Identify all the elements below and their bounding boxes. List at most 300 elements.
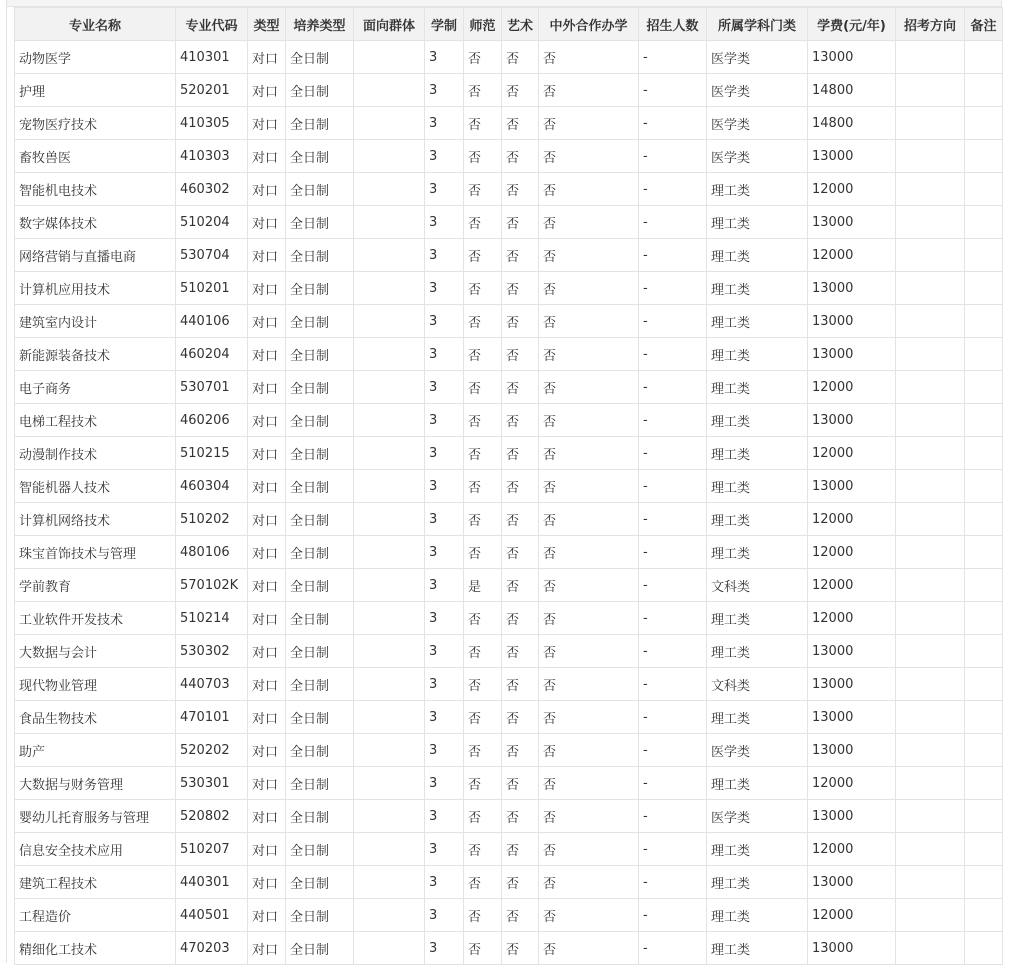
table-row	[15, 74, 1003, 107]
table-row	[15, 833, 1003, 866]
cell-tuition: 14800	[808, 74, 896, 107]
cell-major-code: 410301	[176, 41, 248, 74]
column-header-art: 艺术	[502, 8, 539, 41]
cell-major-code: 520201	[176, 74, 248, 107]
cell-type: 对口	[248, 305, 286, 338]
cell-joint-program: 否	[539, 173, 639, 206]
cell-discipline: 理工类	[707, 932, 808, 965]
cell-major-name: 计算机网络技术	[15, 503, 176, 536]
cell-discipline: 理工类	[707, 899, 808, 932]
cell-target-group	[354, 734, 425, 767]
cell-major-name: 畜牧兽医	[15, 140, 176, 173]
cell-type: 对口	[248, 107, 286, 140]
cell-enrollment: -	[639, 602, 707, 635]
cell-major-code: 510202	[176, 503, 248, 536]
cell-major-code: 530302	[176, 635, 248, 668]
cell-duration: 3	[425, 701, 464, 734]
cell-duration: 3	[425, 668, 464, 701]
table-row	[15, 932, 1003, 965]
cell-tuition: 13000	[808, 800, 896, 833]
cell-tuition: 13000	[808, 206, 896, 239]
cell-art: 否	[502, 701, 539, 734]
cell-remarks	[965, 305, 1003, 338]
cell-target-group	[354, 41, 425, 74]
cell-target-group	[354, 701, 425, 734]
cell-enrollment: -	[639, 800, 707, 833]
cell-joint-program: 否	[539, 338, 639, 371]
cell-discipline: 理工类	[707, 602, 808, 635]
cell-remarks	[965, 899, 1003, 932]
cell-joint-program: 否	[539, 833, 639, 866]
cell-tuition: 13000	[808, 41, 896, 74]
cell-type: 对口	[248, 41, 286, 74]
cell-tuition: 13000	[808, 932, 896, 965]
table-row	[15, 371, 1003, 404]
cell-target-group	[354, 74, 425, 107]
cell-type: 对口	[248, 173, 286, 206]
cell-normal-ed: 否	[464, 74, 502, 107]
cell-normal-ed: 否	[464, 206, 502, 239]
cell-exam-direction	[896, 503, 965, 536]
cell-joint-program: 否	[539, 767, 639, 800]
cell-major-code: 460204	[176, 338, 248, 371]
column-header-joint-program: 中外合作办学	[539, 8, 639, 41]
cell-joint-program: 否	[539, 470, 639, 503]
cell-exam-direction	[896, 833, 965, 866]
cell-joint-program: 否	[539, 800, 639, 833]
cell-target-group	[354, 107, 425, 140]
cell-joint-program: 否	[539, 569, 639, 602]
cell-type: 对口	[248, 272, 286, 305]
cell-enrollment: -	[639, 173, 707, 206]
cell-major-code: 530301	[176, 767, 248, 800]
cell-exam-direction	[896, 866, 965, 899]
cell-enrollment: -	[639, 932, 707, 965]
cell-duration: 3	[425, 635, 464, 668]
cell-art: 否	[502, 140, 539, 173]
cell-art: 否	[502, 206, 539, 239]
cell-major-name: 智能机电技术	[15, 173, 176, 206]
cell-exam-direction	[896, 272, 965, 305]
cell-target-group	[354, 536, 425, 569]
cell-exam-direction	[896, 899, 965, 932]
cell-remarks	[965, 602, 1003, 635]
cell-duration: 3	[425, 569, 464, 602]
cell-target-group	[354, 437, 425, 470]
cell-training-type: 全日制	[286, 866, 354, 899]
cell-target-group	[354, 338, 425, 371]
cell-target-group	[354, 140, 425, 173]
cell-major-code: 440501	[176, 899, 248, 932]
cell-training-type: 全日制	[286, 668, 354, 701]
cell-target-group	[354, 371, 425, 404]
cell-discipline: 理工类	[707, 272, 808, 305]
cell-major-name: 工业软件开发技术	[15, 602, 176, 635]
cell-major-name: 精细化工技术	[15, 932, 176, 965]
cell-enrollment: -	[639, 305, 707, 338]
table-header	[15, 8, 1003, 41]
cell-duration: 3	[425, 899, 464, 932]
cell-training-type: 全日制	[286, 932, 354, 965]
cell-discipline: 理工类	[707, 173, 808, 206]
cell-duration: 3	[425, 470, 464, 503]
cell-discipline: 理工类	[707, 635, 808, 668]
cell-duration: 3	[425, 239, 464, 272]
cell-exam-direction	[896, 701, 965, 734]
cell-normal-ed: 否	[464, 899, 502, 932]
cell-joint-program: 否	[539, 932, 639, 965]
cell-major-name: 婴幼儿托育服务与管理	[15, 800, 176, 833]
cell-exam-direction	[896, 800, 965, 833]
cell-type: 对口	[248, 602, 286, 635]
cell-normal-ed: 否	[464, 833, 502, 866]
cell-duration: 3	[425, 206, 464, 239]
cell-target-group	[354, 239, 425, 272]
cell-joint-program: 否	[539, 536, 639, 569]
cell-remarks	[965, 503, 1003, 536]
cell-discipline: 理工类	[707, 437, 808, 470]
cell-training-type: 全日制	[286, 206, 354, 239]
cell-major-code: 520202	[176, 734, 248, 767]
table-row	[15, 272, 1003, 305]
cell-joint-program: 否	[539, 734, 639, 767]
column-header-duration: 学制	[425, 8, 464, 41]
cell-normal-ed: 否	[464, 437, 502, 470]
cell-duration: 3	[425, 272, 464, 305]
cell-training-type: 全日制	[286, 437, 354, 470]
cell-target-group	[354, 404, 425, 437]
table-row	[15, 404, 1003, 437]
cell-enrollment: -	[639, 107, 707, 140]
cell-remarks	[965, 569, 1003, 602]
cell-normal-ed: 否	[464, 602, 502, 635]
cell-major-code: 530701	[176, 371, 248, 404]
cell-art: 否	[502, 668, 539, 701]
cell-discipline: 理工类	[707, 404, 808, 437]
cell-art: 否	[502, 602, 539, 635]
cell-normal-ed: 否	[464, 932, 502, 965]
cell-exam-direction	[896, 536, 965, 569]
cell-enrollment: -	[639, 503, 707, 536]
cell-tuition: 13000	[808, 701, 896, 734]
cell-duration: 3	[425, 371, 464, 404]
cell-exam-direction	[896, 734, 965, 767]
cell-discipline: 理工类	[707, 371, 808, 404]
cell-major-code: 510207	[176, 833, 248, 866]
cell-normal-ed: 是	[464, 569, 502, 602]
cell-major-code: 510215	[176, 437, 248, 470]
cell-discipline: 理工类	[707, 536, 808, 569]
cell-target-group	[354, 932, 425, 965]
cell-enrollment: -	[639, 338, 707, 371]
cell-art: 否	[502, 899, 539, 932]
cell-exam-direction	[896, 635, 965, 668]
cell-joint-program: 否	[539, 437, 639, 470]
cell-training-type: 全日制	[286, 371, 354, 404]
cell-exam-direction	[896, 206, 965, 239]
cell-tuition: 13000	[808, 272, 896, 305]
cell-type: 对口	[248, 470, 286, 503]
cell-target-group	[354, 569, 425, 602]
cell-major-name: 工程造价	[15, 899, 176, 932]
cell-exam-direction	[896, 140, 965, 173]
cell-target-group	[354, 866, 425, 899]
cell-remarks	[965, 866, 1003, 899]
cell-joint-program: 否	[539, 107, 639, 140]
cell-major-code: 530704	[176, 239, 248, 272]
cell-remarks	[965, 404, 1003, 437]
cell-major-code: 470203	[176, 932, 248, 965]
cell-exam-direction	[896, 338, 965, 371]
cell-exam-direction	[896, 305, 965, 338]
cell-training-type: 全日制	[286, 470, 354, 503]
cell-major-code: 440301	[176, 866, 248, 899]
cell-normal-ed: 否	[464, 173, 502, 206]
cell-training-type: 全日制	[286, 734, 354, 767]
cell-normal-ed: 否	[464, 635, 502, 668]
cell-normal-ed: 否	[464, 503, 502, 536]
cell-target-group	[354, 800, 425, 833]
cell-duration: 3	[425, 602, 464, 635]
column-header-normal-ed: 师范	[464, 8, 502, 41]
cell-discipline: 医学类	[707, 107, 808, 140]
cell-tuition: 12000	[808, 371, 896, 404]
cell-joint-program: 否	[539, 602, 639, 635]
cell-discipline: 理工类	[707, 470, 808, 503]
cell-normal-ed: 否	[464, 734, 502, 767]
cell-joint-program: 否	[539, 74, 639, 107]
cell-major-name: 计算机应用技术	[15, 272, 176, 305]
cell-enrollment: -	[639, 668, 707, 701]
cell-discipline: 理工类	[707, 701, 808, 734]
cell-tuition: 13000	[808, 470, 896, 503]
cell-major-code: 570102K	[176, 569, 248, 602]
column-header-training-type: 培养类型	[286, 8, 354, 41]
cell-major-name: 大数据与财务管理	[15, 767, 176, 800]
cell-enrollment: -	[639, 536, 707, 569]
cell-exam-direction	[896, 932, 965, 965]
cell-tuition: 13000	[808, 140, 896, 173]
cell-training-type: 全日制	[286, 305, 354, 338]
cell-art: 否	[502, 866, 539, 899]
cell-enrollment: -	[639, 701, 707, 734]
cell-normal-ed: 否	[464, 470, 502, 503]
cell-tuition: 12000	[808, 536, 896, 569]
cell-major-name: 建筑工程技术	[15, 866, 176, 899]
cell-duration: 3	[425, 404, 464, 437]
cell-type: 对口	[248, 404, 286, 437]
cell-training-type: 全日制	[286, 404, 354, 437]
table-row	[15, 569, 1003, 602]
cell-type: 对口	[248, 569, 286, 602]
cell-tuition: 12000	[808, 899, 896, 932]
cell-tuition: 13000	[808, 404, 896, 437]
cell-remarks	[965, 800, 1003, 833]
cell-enrollment: -	[639, 371, 707, 404]
cell-discipline: 理工类	[707, 866, 808, 899]
cell-joint-program: 否	[539, 503, 639, 536]
cell-normal-ed: 否	[464, 272, 502, 305]
cell-art: 否	[502, 272, 539, 305]
cell-joint-program: 否	[539, 668, 639, 701]
cell-tuition: 12000	[808, 569, 896, 602]
column-header-exam-direction: 招考方向	[896, 8, 965, 41]
cell-tuition: 12000	[808, 767, 896, 800]
cell-remarks	[965, 41, 1003, 74]
cell-tuition: 13000	[808, 305, 896, 338]
table-row	[15, 767, 1003, 800]
cell-enrollment: -	[639, 140, 707, 173]
cell-target-group	[354, 602, 425, 635]
cell-enrollment: -	[639, 41, 707, 74]
table-row	[15, 668, 1003, 701]
cell-duration: 3	[425, 74, 464, 107]
cell-duration: 3	[425, 833, 464, 866]
cell-training-type: 全日制	[286, 569, 354, 602]
header-row	[15, 8, 1003, 41]
cell-tuition: 12000	[808, 437, 896, 470]
cell-training-type: 全日制	[286, 833, 354, 866]
cell-major-name: 信息安全技术应用	[15, 833, 176, 866]
cell-duration: 3	[425, 107, 464, 140]
cell-joint-program: 否	[539, 272, 639, 305]
cell-enrollment: -	[639, 239, 707, 272]
cell-art: 否	[502, 371, 539, 404]
column-header-major-name: 专业名称	[15, 8, 176, 41]
cell-type: 对口	[248, 701, 286, 734]
cell-joint-program: 否	[539, 701, 639, 734]
cell-joint-program: 否	[539, 404, 639, 437]
cell-exam-direction	[896, 173, 965, 206]
cell-target-group	[354, 305, 425, 338]
column-header-major-code: 专业代码	[176, 8, 248, 41]
cell-major-code: 520802	[176, 800, 248, 833]
cell-enrollment: -	[639, 437, 707, 470]
cell-remarks	[965, 140, 1003, 173]
cell-training-type: 全日制	[286, 173, 354, 206]
cell-type: 对口	[248, 668, 286, 701]
table-row	[15, 173, 1003, 206]
cell-type: 对口	[248, 866, 286, 899]
cell-art: 否	[502, 503, 539, 536]
majors-table	[14, 7, 1003, 965]
table-row	[15, 734, 1003, 767]
cell-major-code: 460206	[176, 404, 248, 437]
cell-major-name: 宠物医疗技术	[15, 107, 176, 140]
cell-enrollment: -	[639, 74, 707, 107]
table-row	[15, 701, 1003, 734]
cell-major-name: 珠宝首饰技术与管理	[15, 536, 176, 569]
cell-normal-ed: 否	[464, 140, 502, 173]
cell-art: 否	[502, 74, 539, 107]
cell-enrollment: -	[639, 866, 707, 899]
cell-remarks	[965, 767, 1003, 800]
cell-remarks	[965, 932, 1003, 965]
cell-type: 对口	[248, 437, 286, 470]
cell-duration: 3	[425, 503, 464, 536]
cell-remarks	[965, 107, 1003, 140]
cell-normal-ed: 否	[464, 338, 502, 371]
cell-major-code: 440703	[176, 668, 248, 701]
cell-remarks	[965, 371, 1003, 404]
cell-major-name: 建筑室内设计	[15, 305, 176, 338]
table-row	[15, 899, 1003, 932]
cell-major-name: 智能机器人技术	[15, 470, 176, 503]
cell-exam-direction	[896, 239, 965, 272]
cell-type: 对口	[248, 74, 286, 107]
cell-remarks	[965, 206, 1003, 239]
cell-major-code: 510214	[176, 602, 248, 635]
cell-art: 否	[502, 470, 539, 503]
table-row	[15, 602, 1003, 635]
cell-discipline: 医学类	[707, 140, 808, 173]
cell-tuition: 13000	[808, 635, 896, 668]
cell-enrollment: -	[639, 734, 707, 767]
cell-discipline: 医学类	[707, 41, 808, 74]
cell-major-name: 新能源装备技术	[15, 338, 176, 371]
cell-training-type: 全日制	[286, 140, 354, 173]
cell-remarks	[965, 668, 1003, 701]
cell-type: 对口	[248, 140, 286, 173]
cell-major-name: 动漫制作技术	[15, 437, 176, 470]
cell-major-code: 410305	[176, 107, 248, 140]
cell-duration: 3	[425, 338, 464, 371]
cell-tuition: 12000	[808, 239, 896, 272]
cell-training-type: 全日制	[286, 272, 354, 305]
cell-discipline: 理工类	[707, 305, 808, 338]
cell-normal-ed: 否	[464, 536, 502, 569]
cell-target-group	[354, 833, 425, 866]
cell-remarks	[965, 701, 1003, 734]
cell-joint-program: 否	[539, 140, 639, 173]
cell-joint-program: 否	[539, 305, 639, 338]
cell-training-type: 全日制	[286, 239, 354, 272]
table-row	[15, 41, 1003, 74]
cell-discipline: 医学类	[707, 734, 808, 767]
cell-enrollment: -	[639, 206, 707, 239]
table-row	[15, 536, 1003, 569]
cell-art: 否	[502, 932, 539, 965]
cell-exam-direction	[896, 74, 965, 107]
column-header-enrollment: 招生人数	[639, 8, 707, 41]
cell-remarks	[965, 734, 1003, 767]
cell-training-type: 全日制	[286, 41, 354, 74]
cell-normal-ed: 否	[464, 305, 502, 338]
cell-tuition: 14800	[808, 107, 896, 140]
cell-art: 否	[502, 536, 539, 569]
cell-type: 对口	[248, 899, 286, 932]
cell-duration: 3	[425, 800, 464, 833]
cell-major-name: 电子商务	[15, 371, 176, 404]
cell-remarks	[965, 833, 1003, 866]
table-row	[15, 140, 1003, 173]
cell-target-group	[354, 635, 425, 668]
cell-target-group	[354, 668, 425, 701]
cell-art: 否	[502, 635, 539, 668]
cell-target-group	[354, 272, 425, 305]
cell-training-type: 全日制	[286, 899, 354, 932]
cell-duration: 3	[425, 767, 464, 800]
cell-remarks	[965, 338, 1003, 371]
table-row	[15, 635, 1003, 668]
cell-major-name: 大数据与会计	[15, 635, 176, 668]
cell-remarks	[965, 437, 1003, 470]
cell-discipline: 文科类	[707, 668, 808, 701]
cell-major-code: 460304	[176, 470, 248, 503]
cell-major-name: 食品生物技术	[15, 701, 176, 734]
cell-training-type: 全日制	[286, 107, 354, 140]
cell-major-code: 480106	[176, 536, 248, 569]
